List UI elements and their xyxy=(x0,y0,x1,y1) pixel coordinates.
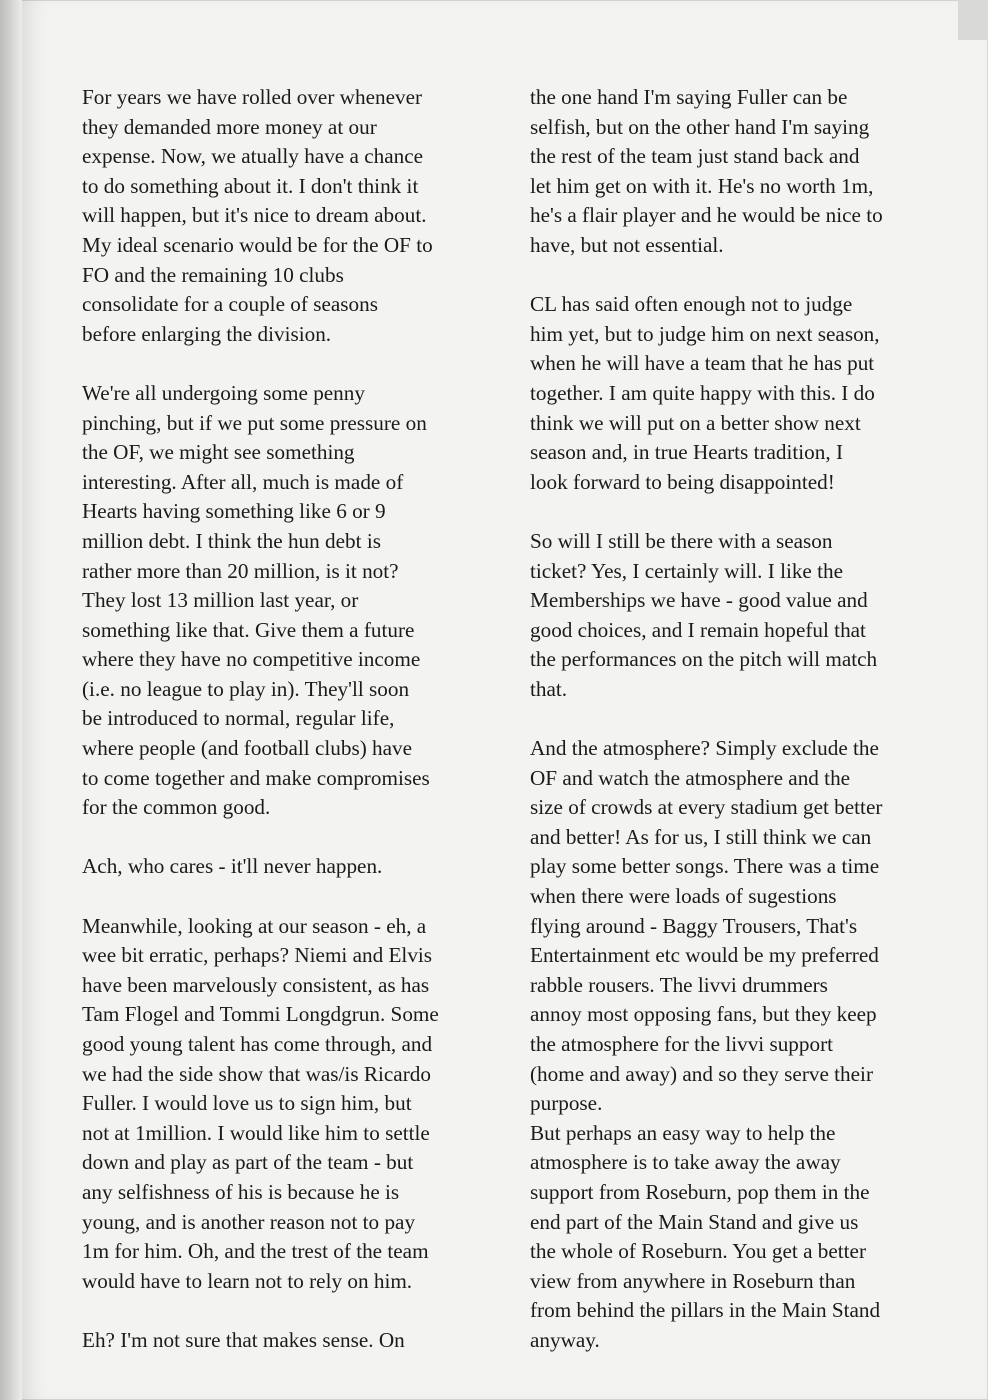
page-spine-shadow xyxy=(0,0,22,1400)
text-line: they demanded more money at our xyxy=(82,114,377,139)
text-line: think we will put on a better show next xyxy=(530,410,861,435)
text-line: OF and watch the atmosphere and the xyxy=(530,765,851,790)
text-line: So will I still be there with a season xyxy=(530,528,833,553)
text-line: will happen, but it's nice to dream about. xyxy=(82,203,427,228)
text-line: CL has said often enough not to judge xyxy=(530,292,853,317)
text-line: down and play as part of the team - but xyxy=(82,1150,414,1175)
text-line: we had the side show that was/is Ricardo xyxy=(82,1061,431,1086)
text-line: where people (and football clubs) have xyxy=(82,736,413,761)
text-line: and better! As for us, I still think we can xyxy=(530,824,872,849)
paragraph-gap xyxy=(530,497,950,527)
text-line: My ideal scenario would be for the OF to xyxy=(82,232,433,257)
text-line: something like that. Give them a future xyxy=(82,617,415,642)
text-line: the whole of Roseburn. You get a better xyxy=(530,1239,866,1264)
text-line: young, and is another reason not to pay xyxy=(82,1209,416,1234)
text-line: to do something about it. I don't think it xyxy=(82,173,419,198)
text-line: FO and the remaining 10 clubs xyxy=(82,262,344,287)
text-line: They lost 13 million last year, or xyxy=(82,588,359,613)
text-line: rabble rousers. The livvi drummers xyxy=(530,972,828,997)
text-line: the rest of the team just stand back and xyxy=(530,144,860,169)
text-line: expense. Now, we atually have a chance xyxy=(82,144,423,169)
text-line: atmosphere is to take away the away xyxy=(530,1150,841,1175)
text-line: pinching, but if we put some pressure on xyxy=(82,410,427,435)
paragraph-gap xyxy=(82,349,512,379)
text-line: good choices, and I remain hopeful that xyxy=(530,617,866,642)
text-line: view from anywhere in Roseburn than xyxy=(530,1268,856,1293)
text-line: when he will have a team that he has put xyxy=(530,351,875,376)
text-line: the one hand I'm saying Fuller can be xyxy=(530,85,848,109)
paragraph-gap xyxy=(82,1296,512,1326)
text-line: ticket? Yes, I certainly will. I like the xyxy=(530,558,844,583)
text-line: for the common good. xyxy=(82,795,271,820)
text-line: when there were loads of sugestions xyxy=(530,884,837,909)
text-line: Tam Flogel and Tommi Longdgrun. Some xyxy=(82,1002,439,1027)
text-line: million debt. I think the hun debt is xyxy=(82,528,381,553)
text-line: selfish, but on the other hand I'm saying xyxy=(530,114,870,139)
text-line: Meanwhile, looking at our season - eh, a xyxy=(82,913,427,938)
text-line: interesting. After all, much is made of xyxy=(82,469,404,494)
text-line: good young talent has come through, and xyxy=(82,1032,433,1056)
text-line: season and, in true Hearts tradition, I xyxy=(530,440,844,465)
paragraph-gap xyxy=(530,704,950,734)
text-line: he's a flair player and he would be nice to xyxy=(530,203,883,228)
text-line: together. I am quite happy with this. I do xyxy=(530,380,875,405)
text-line: 1m for him. Oh, and the trest of the team xyxy=(82,1239,429,1264)
text-line: the atmosphere for the livvi support xyxy=(530,1032,834,1056)
text-line: annoy most opposing fans, but they keep xyxy=(530,1002,877,1027)
text-line: the performances on the pitch will match xyxy=(530,647,878,672)
text-line: Entertainment etc would be my preferred xyxy=(530,943,879,968)
text-line: that. xyxy=(530,676,568,701)
text-line: would have to learn not to rely on him. xyxy=(82,1268,413,1293)
text-line: Eh? I'm not sure that makes sense. On xyxy=(82,1327,405,1352)
text-line: anyway. xyxy=(530,1327,600,1352)
text-line: size of crowds at every stadium get better xyxy=(530,795,883,820)
paragraph-gap xyxy=(530,261,950,291)
text-line: let him get on with it. He's no worth 1m, xyxy=(530,173,874,198)
text-line: But perhaps an easy way to help the xyxy=(530,1120,836,1145)
text-line: flying around - Baggy Trousers, That's xyxy=(530,913,858,938)
text-line: him yet, but to judge him on next season, xyxy=(530,321,880,346)
paragraph-gap xyxy=(82,882,512,912)
text-line: purpose. xyxy=(530,1091,603,1116)
text-line: play some better songs. There was a time xyxy=(530,854,880,879)
text-line: Ach, who cares - it'll never happen. xyxy=(82,854,383,879)
text-line: support from Roseburn, pop them in the xyxy=(530,1179,870,1204)
page-corner-shade xyxy=(958,0,988,40)
text-line: from behind the pillars in the Main Stand xyxy=(530,1298,881,1323)
text-line: before enlarging the division. xyxy=(82,321,332,346)
right-text-column xyxy=(530,83,950,1356)
text-line: any selfishness of his is because he is xyxy=(82,1179,400,1204)
text-line: Fuller. I would love us to sign him, but xyxy=(82,1091,412,1116)
text-line: end part of the Main Stand and give us xyxy=(530,1209,859,1234)
text-line: (i.e. no league to play in). They'll soon xyxy=(82,676,410,701)
text-line: And the atmosphere? Simply exclude the xyxy=(530,736,879,761)
text-line: For years we have rolled over whenever xyxy=(82,85,423,109)
text-line: have, but not essential. xyxy=(530,232,724,257)
left-text-column xyxy=(82,83,512,1356)
text-line: look forward to being disappointed! xyxy=(530,469,835,494)
text-line: (home and away) and so they serve their xyxy=(530,1061,873,1086)
text-line: wee bit erratic, perhaps? Niemi and Elvis xyxy=(82,943,433,968)
text-line: rather more than 20 million, is it not? xyxy=(82,558,399,583)
text-line: be introduced to normal, regular life, xyxy=(82,706,395,731)
text-line: have been marvelously consistent, as has xyxy=(82,972,430,997)
text-line: Hearts having something like 6 or 9 xyxy=(82,499,386,524)
text-line: not at 1million. I would like him to settle xyxy=(82,1120,430,1145)
text-line: consolidate for a couple of seasons xyxy=(82,292,378,317)
text-line: where they have no competitive income xyxy=(82,647,421,672)
paragraph-gap xyxy=(82,823,512,853)
text-line: to come together and make compromises xyxy=(82,765,430,790)
text-line: Memberships we have - good value and xyxy=(530,588,868,613)
text-line: the OF, we might see something xyxy=(82,440,355,465)
text-line: We're all undergoing some penny xyxy=(82,380,365,405)
